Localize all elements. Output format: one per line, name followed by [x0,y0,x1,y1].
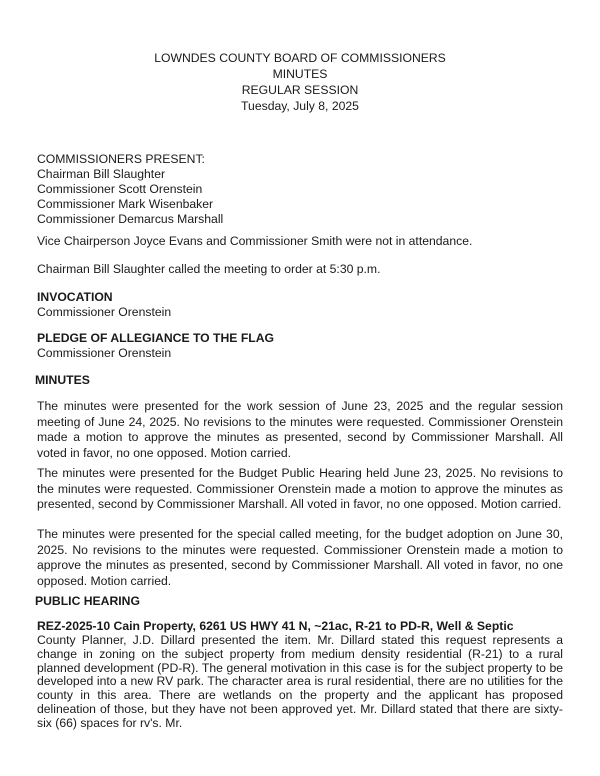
hearing-item-title: REZ-2025-10 Cain Property, 6261 US HWY 41 N, ~21ac, R-21 to PD-R, Well & Septic [37,619,514,633]
minutes-paragraph: The minutes were presented for the work session of June 23, 2025 and the regular session meeting of June 24, 2025. No revisions to the minutes were requested. Commissioner Orenstein made a motion to approve the minutes as presented, second by Commissioner Marshall. All voted in favor, no one opposed. Motion carried. [37,399,563,460]
minutes-paragraph: The minutes were presented for the Budget Public Hearing held June 23, 2025. No revisions to the minutes were requested. Commissioner Orenstein made a motion to approve the minutes as presented, second by Commissioner Marshall. All voted in favor, no one opposed. Motion carried. [37,466,563,511]
pledge-by: Commissioner Orenstein [37,346,172,360]
hearing-item-body: County Planner, J.D. Dillard presented the item. Mr. Dillard stated this request represents a change in zoning on the subject property from medium density residential (R-21) to a rural planned development (PD-R). The general motivation in this case is for the subject property to be developed into a new RV park. The character area is rural residential, there are no utilities for the county in this area. There are wetlands on the property and the applicant has proposed delineation of those, but they have not been approved yet. Mr. Dillard stated that there are sixty-six (66) spaces for rv's. Mr. [37,633,563,730]
minutes-paragraph: The minutes were presented for the special called meeting, for the budget adoption on June 30, 2025. No revisions to the minutes were requested. Commissioner Orenstein made a motion to approve the minutes as presented, second by Commissioner Marshall. All voted in favor, no one opposed. Motion carried. [37,527,563,588]
member-name: Chairman Bill Slaughter [37,167,166,181]
attendance-label: COMMISSIONERS PRESENT: [37,152,205,166]
absent-note: Vice Chairperson Joyce Evans and Commissioner Smith were not in attendance. [37,234,473,248]
hearing-item [37,619,563,731]
section-heading: INVOCATION [37,290,113,304]
document-header [0,50,600,114]
member-name: Commissioner Scott Orenstein [37,182,203,196]
section-heading: PUBLIC HEARING [35,594,140,608]
document-type: MINUTES [272,67,328,81]
member-name: Commissioner Mark Wisenbaker [37,197,214,211]
session-type: REGULAR SESSION [241,83,359,97]
section-heading: MINUTES [35,373,90,387]
call-to-order: Chairman Bill Slaughter called the meeting to order at 5:30 p.m. [37,262,381,276]
pledge-section [37,331,563,361]
organization-title: LOWNDES COUNTY BOARD OF COMMISSIONERS [154,51,446,65]
invocation-section [37,290,563,320]
attendance-section [37,152,563,227]
member-name: Commissioner Demarcus Marshall [37,212,224,226]
meeting-date: Tuesday, July 8, 2025 [241,99,359,113]
section-heading: PLEDGE OF ALLEGIANCE TO THE FLAG [37,331,274,345]
invocation-by: Commissioner Orenstein [37,305,172,319]
